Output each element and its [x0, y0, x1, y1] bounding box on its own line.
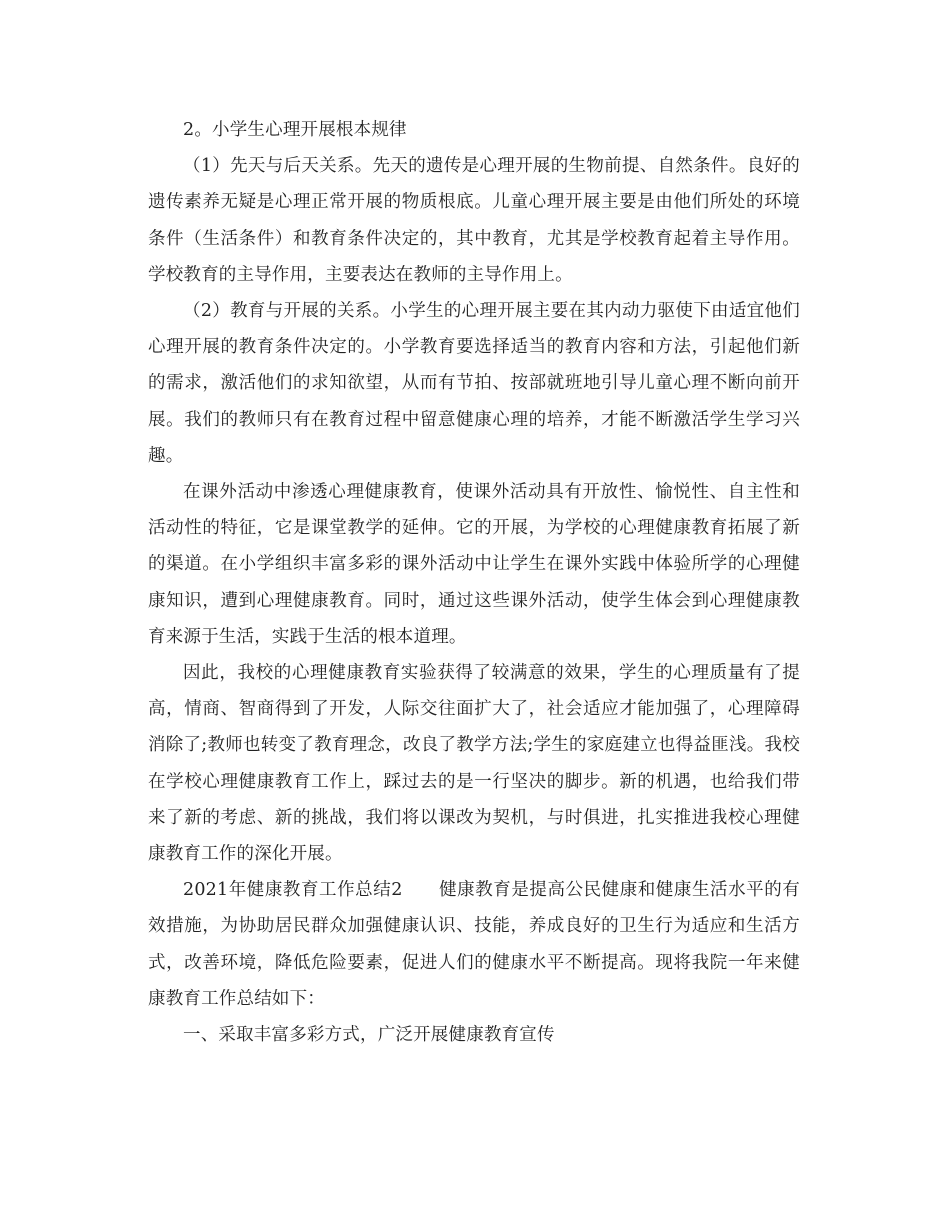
paragraph-health-summary: 2021年健康教育工作总结2 健康教育是提高公民健康和健康生活水平的有效措施，为协助居民群众加强健康认识、技能，养成良好的卫生行为适应和生活方式，改善环境，降低危险要素，促进人们的健康水平不断提高。现将我院一年来健康教育工作总结如下： [148, 880, 800, 1009]
paragraph-extracurricular: 在课外活动中渗透心理健康教育，使课外活动具有开放性、愉悦性、自主性和活动性的特征，它是课堂教学的延伸。它的开展，为学校的心理健康教育拓展了新的渠道。在小学组织丰富多彩的课外活动中让学生在课外实践中体验所学的心理健康知识，遭到心理健康教育。同时，通过这些课外活动，使学生体会到心理健康教育来源于生活，实践于生活的根本道理。 [148, 482, 800, 647]
section-heading: 2。小学生心理开展根本规律 [183, 120, 407, 140]
document-body [148, 112, 800, 1053]
final-heading: 一、采取丰富多彩方式，广泛开展健康教育宣传 [183, 1025, 555, 1046]
paragraph-results: 因此，我校的心理健康教育实验获得了较满意的效果，学生的心理质量有了提高，情商、智商得到了开发，人际交往面扩大了，社会适应才能加强了，心理障碍消除了;教师也转变了教育理念，改良了教学方法;学生的家庭建立也得益匪浅。我校在学校心理健康教育工作上，踩过去的是一行坚决的脚步。新的机遇，也给我们带来了新的考虑、新的挑战，我们将以课改为契机，与时俱进，扎实推进我校心理健康教育工作的深化开展。 [148, 663, 800, 865]
paragraph-nature-nurture: （1）先天与后天关系。先天的遗传是心理开展的生物前提、自然条件。良好的遗传素养无疑是心理正常开展的物质根底。儿童心理开展主要是由他们所处的环境条件（生活条件）和教育条件决定的，其中教育，尤其是学校教育起着主导作用。学校教育的主导作用，主要表达在教师的主导作用上。 [148, 156, 800, 285]
paragraph-education-development: （2）教育与开展的关系。小学生的心理开展主要在其内动力驱使下由适宜他们心理开展的教育条件决定的。小学教育要选择适当的教育内容和方法，引起他们新的需求，激活他们的求知欲望，从而有节拍、按部就班地引导儿童心理不断向前开展。我们的教师只有在教育过程中留意健康心理的培养，才能不断激活学生学习兴趣。 [148, 301, 800, 466]
